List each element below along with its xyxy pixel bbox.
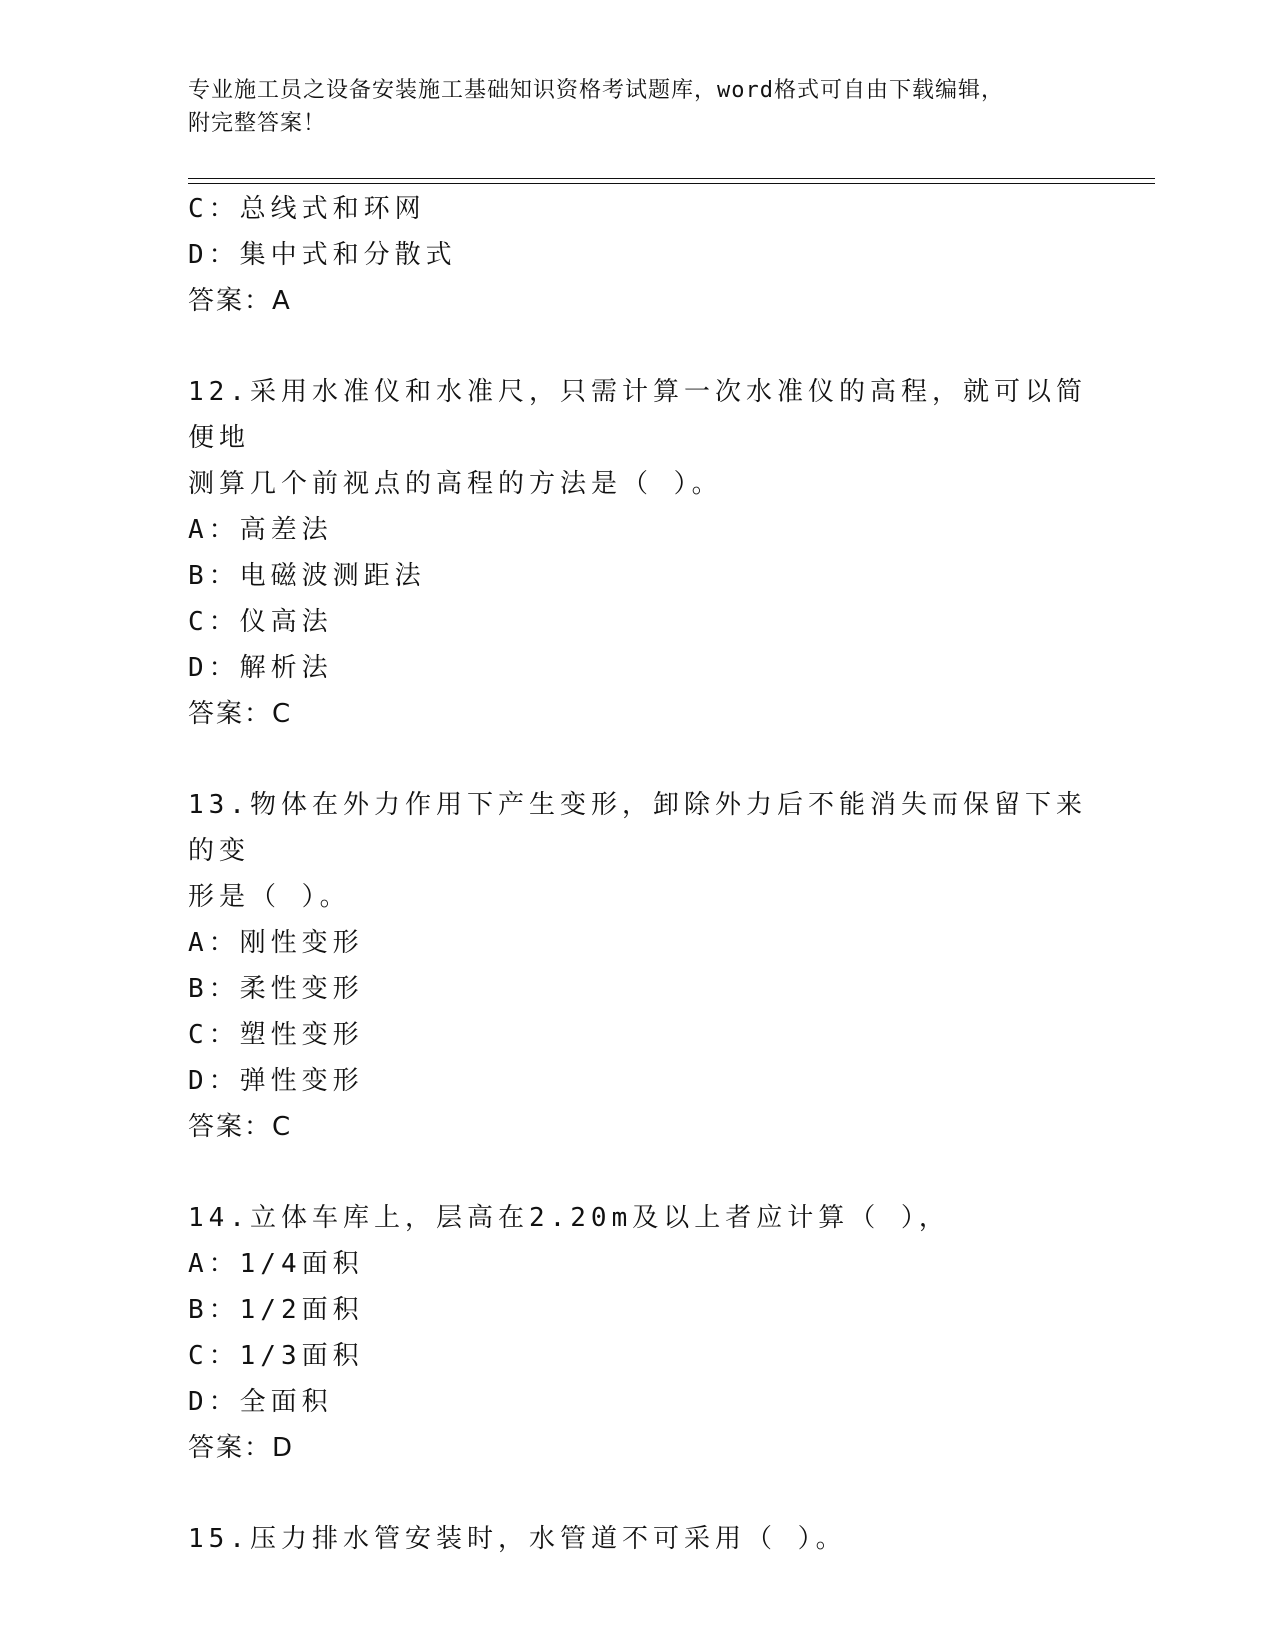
option-d: D：解析法 bbox=[188, 653, 333, 683]
answer: 答案：D bbox=[188, 1433, 295, 1463]
question-list bbox=[188, 186, 1148, 1562]
option-d: D：集中式和分散式 bbox=[188, 240, 457, 270]
answer: 答案：A bbox=[188, 286, 292, 316]
question-stem-line: 14.立体车库上，层高在2.20m及以上者应计算（ ）， bbox=[188, 1203, 950, 1233]
answer: 答案：C bbox=[188, 1112, 293, 1142]
option-a: A：高差法 bbox=[188, 515, 333, 545]
question-stem-line: 13.物体在外力作用下产生变形，卸除外力后不能消失而保留下来的变 bbox=[188, 790, 1087, 866]
question-stem-line: 形是（ ）。 bbox=[188, 882, 351, 912]
question-14 bbox=[188, 1195, 1148, 1471]
option-c: C：仪高法 bbox=[188, 607, 333, 637]
question-11-continuation bbox=[188, 186, 1148, 324]
header-divider-bottom bbox=[188, 183, 1155, 184]
question-stem-line: 12.采用水准仪和水准尺，只需计算一次水准仪的高程，就可以简便地 bbox=[188, 377, 1087, 453]
header-line-2: 附完整答案！ bbox=[188, 111, 327, 136]
header-line-1: 专业施工员之设备安装施工基础知识资格考试题库，word格式可自由下载编辑， bbox=[188, 78, 1004, 103]
question-13 bbox=[188, 782, 1148, 1150]
question-stem-line: 测算几个前视点的高程的方法是（ ）。 bbox=[188, 469, 723, 499]
option-d: D：全面积 bbox=[188, 1387, 333, 1417]
option-b: B：电磁波测距法 bbox=[188, 561, 426, 591]
question-15 bbox=[188, 1516, 1148, 1562]
option-a: A：刚性变形 bbox=[188, 928, 364, 958]
option-b: B：1/2面积 bbox=[188, 1295, 364, 1325]
option-b: B：柔性变形 bbox=[188, 974, 364, 1004]
question-stem-line: 15.压力排水管安装时，水管道不可采用（ ）。 bbox=[188, 1524, 847, 1554]
document-header bbox=[188, 74, 1088, 140]
answer: 答案：C bbox=[188, 699, 293, 729]
option-c: C：塑性变形 bbox=[188, 1020, 364, 1050]
header-divider-top bbox=[188, 178, 1155, 179]
option-c: C：总线式和环网 bbox=[188, 194, 426, 224]
option-a: A：1/4面积 bbox=[188, 1249, 364, 1279]
option-c: C：1/3面积 bbox=[188, 1341, 364, 1371]
question-12 bbox=[188, 369, 1148, 737]
option-d: D：弹性变形 bbox=[188, 1066, 364, 1096]
